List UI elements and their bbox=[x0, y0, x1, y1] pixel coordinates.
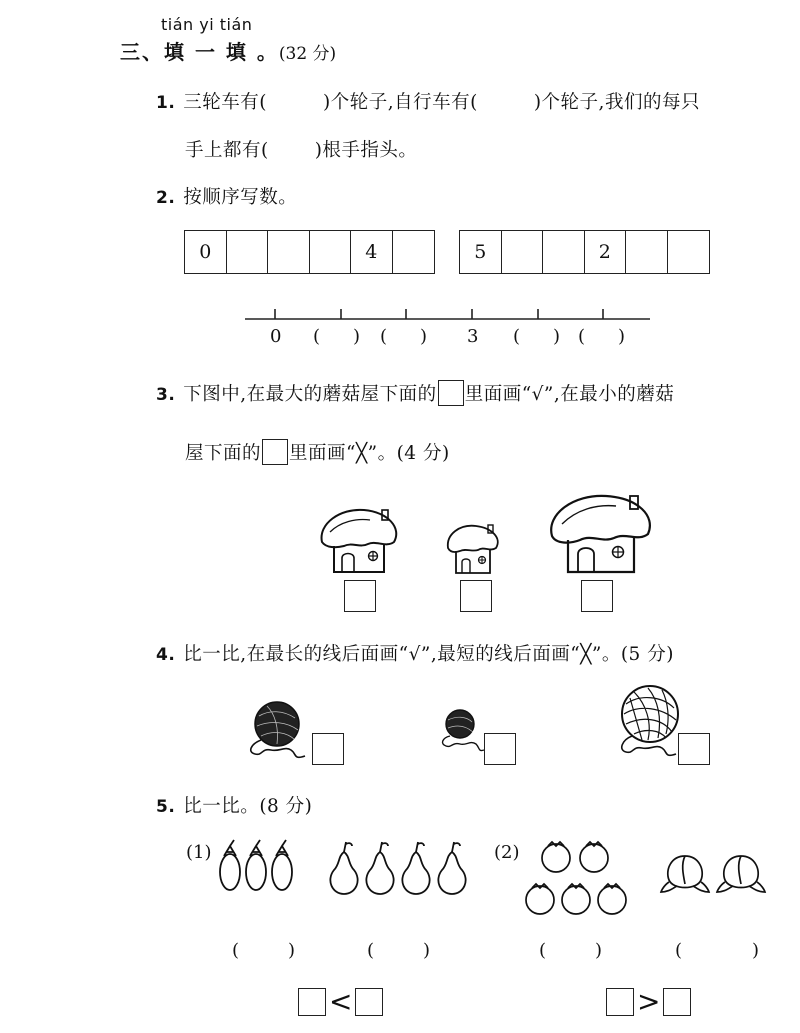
answer-box[interactable] bbox=[484, 733, 516, 765]
section-pinyin: tián yi tián bbox=[161, 15, 253, 34]
question-1-line-1 bbox=[156, 88, 700, 114]
comparison-greater-than bbox=[606, 985, 691, 1018]
greater-than-symbol: > bbox=[637, 985, 661, 1018]
question-1-text-a: 三轮车有( bbox=[183, 92, 268, 113]
sequence-cell[interactable] bbox=[393, 231, 435, 273]
answer-paren-open: ( bbox=[539, 940, 547, 961]
comparison-less-than bbox=[298, 985, 383, 1018]
section-title-text: 三、填 一 填 。 bbox=[120, 40, 279, 64]
sequence-cell[interactable]: 4 bbox=[351, 231, 393, 273]
yarn-ball-medium-icon bbox=[243, 694, 313, 768]
number-line-label: 3 bbox=[467, 326, 479, 347]
number-line-paren: ) bbox=[618, 326, 626, 347]
mushroom-house-small-icon bbox=[444, 520, 502, 576]
answer-paren-close: ) bbox=[423, 940, 431, 961]
answer-paren-close: ) bbox=[288, 940, 296, 961]
question-5-points: (8 分) bbox=[259, 796, 313, 817]
question-3-text-c: 屋下面的 bbox=[185, 443, 262, 464]
apples-icon bbox=[522, 836, 632, 920]
number-line-paren: ) bbox=[553, 326, 561, 347]
answer-box[interactable] bbox=[606, 988, 634, 1016]
question-5-text: 比一比。 bbox=[183, 796, 260, 817]
question-3-points: (4 分) bbox=[396, 443, 450, 464]
sequence-cell[interactable] bbox=[668, 231, 710, 273]
sequence-cell[interactable]: 0 bbox=[185, 231, 227, 273]
sequence-row-1 bbox=[184, 230, 435, 274]
question-4-line bbox=[156, 640, 674, 666]
number-line-paren: ( bbox=[578, 326, 586, 347]
answer-box[interactable] bbox=[581, 580, 613, 612]
inline-box-icon bbox=[438, 380, 464, 406]
question-1-number: 1. bbox=[156, 93, 176, 113]
pears-icon bbox=[326, 838, 472, 896]
question-2-number: 2. bbox=[156, 188, 176, 208]
answer-paren-open: ( bbox=[232, 940, 240, 961]
answer-box[interactable] bbox=[460, 580, 492, 612]
number-line-paren: ) bbox=[420, 326, 428, 347]
number-line-paren: ( bbox=[313, 326, 321, 347]
mushroom-house-large-icon bbox=[546, 488, 658, 576]
sequence-cell[interactable] bbox=[310, 231, 352, 273]
question-4-text: 比一比,在最长的线后面画“√”,最短的线后面画“╳”。 bbox=[183, 644, 621, 665]
answer-box[interactable] bbox=[678, 733, 710, 765]
question-1-line-2 bbox=[185, 136, 417, 162]
question-2-line bbox=[156, 183, 297, 209]
question-4-number: 4. bbox=[156, 645, 176, 665]
number-line-paren: ( bbox=[380, 326, 388, 347]
question-1-text-b: )个轮子,自行车有( bbox=[323, 92, 478, 113]
question-3-number: 3. bbox=[156, 385, 176, 405]
answer-paren-open: ( bbox=[367, 940, 375, 961]
question-3-line-1 bbox=[156, 380, 674, 406]
sequence-cell[interactable] bbox=[227, 231, 269, 273]
answer-paren-open: ( bbox=[675, 940, 683, 961]
sub-question-2-label: (2) bbox=[494, 842, 520, 863]
sequence-cell[interactable] bbox=[502, 231, 544, 273]
number-line-paren: ( bbox=[513, 326, 521, 347]
sequence-cell[interactable] bbox=[268, 231, 310, 273]
number-line-paren: ) bbox=[353, 326, 361, 347]
question-1-text-c: )个轮子,我们的每只 bbox=[533, 92, 700, 113]
answer-paren-close: ) bbox=[595, 940, 603, 961]
section-title bbox=[120, 36, 336, 65]
less-than-symbol: < bbox=[329, 985, 353, 1018]
yarn-ball-large-icon bbox=[612, 682, 684, 766]
yarn-ball-small-icon bbox=[436, 704, 486, 760]
sequence-cell[interactable]: 5 bbox=[460, 231, 502, 273]
question-3-line-2 bbox=[185, 439, 450, 465]
eggplants-icon bbox=[216, 838, 302, 894]
question-4-points: (5 分) bbox=[620, 644, 674, 665]
number-line bbox=[240, 305, 660, 325]
question-3-text-d: 里面画“╳”。 bbox=[289, 443, 397, 464]
question-2-text: 按顺序写数。 bbox=[183, 187, 298, 208]
answer-paren-close: ) bbox=[752, 940, 760, 961]
sequence-cell[interactable] bbox=[626, 231, 668, 273]
answer-box[interactable] bbox=[312, 733, 344, 765]
question-5-line bbox=[156, 792, 312, 818]
question-1-text-e: )根手指头。 bbox=[314, 140, 418, 161]
sequence-cell[interactable]: 2 bbox=[585, 231, 627, 273]
sub-question-1-label: (1) bbox=[186, 842, 212, 863]
mushroom-house-medium-icon bbox=[316, 502, 404, 576]
number-line-label: 0 bbox=[270, 326, 282, 347]
sequence-cell[interactable] bbox=[543, 231, 585, 273]
peaches-icon bbox=[659, 850, 767, 900]
answer-box[interactable] bbox=[298, 988, 326, 1016]
answer-box[interactable] bbox=[344, 580, 376, 612]
question-3-text-a: 下图中,在最大的蘑菇屋下面的 bbox=[183, 384, 437, 405]
question-5-number: 5. bbox=[156, 797, 176, 817]
question-3-text-b: 里面画“√”,在最小的蘑菇 bbox=[464, 384, 675, 405]
answer-box[interactable] bbox=[663, 988, 691, 1016]
section-points: (32 分) bbox=[278, 44, 337, 64]
sequence-row-2 bbox=[459, 230, 710, 274]
answer-box[interactable] bbox=[355, 988, 383, 1016]
inline-box-icon bbox=[262, 439, 288, 465]
question-1-text-d: 手上都有( bbox=[185, 140, 269, 161]
